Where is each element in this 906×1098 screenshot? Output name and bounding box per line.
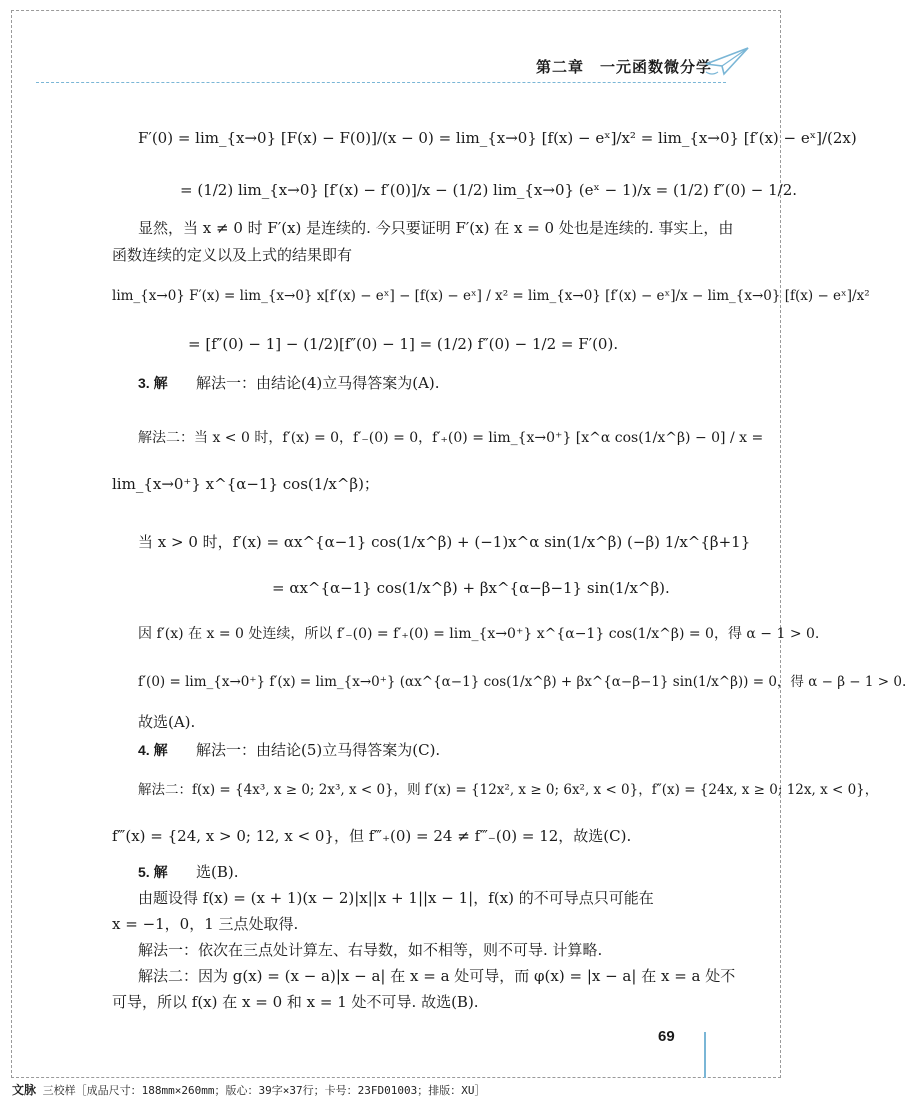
text-line: 选(B). [196,863,239,881]
text-line: 解法二：f(x) = {4x³, x ≥ 0; 2x³, x < 0}，则 f′(x) = {12x², x ≥ 0; 6x², x < 0}，f″(x) = {24x, x ≥ 0; 12x, x < 0}， [138,782,879,798]
print-footer [12,1081,485,1098]
text-line: 解法一：由结论(5)立马得答案为(C). [196,741,441,759]
text-line: = [f″(0) − 1] − (1/2)[f″(0) − 1] = (1/2) f″(0) − 1/2 = F′(0). [188,335,619,353]
text-line: 解法一：依次在三点处计算左、右导数，如不相等，则不可导. 计算略. [138,941,603,959]
text-line: 解法二：当 x < 0 时，f′(x) = 0，f′₋(0) = 0，f′₊(0) = lim_{x→0⁺} [x^α cos(1/x^β) − 0] / x = [138,430,764,446]
text-line: 显然，当 x ≠ 0 时 F′(x) 是连续的. 今只要证明 F′(x) 在 x = 0 处也是连续的. 事实上，由 [138,219,734,237]
text-line: 当 x > 0 时，f′(x) = αx^{α−1} cos(1/x^β) + (−1)x^α sin(1/x^β) (−β) 1/x^{β+1} [138,533,751,551]
margin-bar [704,1032,706,1078]
text-line: 因 f′(x) 在 x = 0 处连续，所以 f′₋(0) = f′₊(0) = lim_{x→0⁺} x^{α−1} cos(1/x^β) = 0，得 α − 1 > 0. [138,626,820,642]
text-line: f′(0) = lim_{x→0⁺} f′(x) = lim_{x→0⁺} (αx^{α−1} cos(1/x^β) + βx^{α−β−1} sin(1/x^β)) = 0，得 α − β − 1 > 0. [138,674,906,690]
text-line: lim_{x→0⁺} x^{α−1} cos(1/x^β)； [112,475,379,493]
text-line: F′(0) = lim_{x→0} [F(x) − F(0)]/(x − 0) = lim_{x→0} [f(x) − eˣ]/x² = lim_{x→0} [f′(x) − eˣ]/(2x) [138,129,857,147]
text-line: 解法一：由结论(4)立马得答案为(A). [196,374,440,392]
footer-info: 三校样［成品尺寸：188mm×260mm；版心：39字×37行；卡号：23FD01003；排版：XU］ [42,1084,486,1097]
text-line: lim_{x→0} F′(x) = lim_{x→0} x[f′(x) − eˣ] − [f(x) − eˣ] / x² = lim_{x→0} [f′(x) − eˣ]/x − lim_{x→0} [f(x) − eˣ]/x² [112,288,870,304]
text-line: = αx^{α−1} cos(1/x^β) + βx^{α−β−1} sin(1/x^β). [272,579,670,597]
text-line: 解法二：因为 g(x) = (x − a)|x − a| 在 x = a 处可导，而 φ(x) = |x − a| 在 x = a 处不 [138,967,736,985]
text-line: 函数连续的定义以及上式的结果即有 [112,246,353,264]
text-line: = (1/2) lim_{x→0} [f′(x) − f′(0)]/x − (1/2) lim_{x→0} (eˣ − 1)/x = (1/2) f″(0) − 1/2. [180,181,798,199]
chapter-header: 第二章 一元函数微分学 [535,59,712,76]
text-line: 可导，所以 f(x) 在 x = 0 和 x = 1 处不可导. 故选(B). [112,993,479,1011]
text-line: 故选(A). [138,713,196,731]
text-line: 由题设得 f(x) = (x + 1)(x − 2)|x||x + 1||x − 1|，f(x) 的不可导点只可能在 [138,889,654,907]
text-line: x = −1，0，1 三点处取得. [112,915,299,933]
footer-brand: 文脉 [12,1083,37,1097]
section-heading: 4. 解 [138,742,168,758]
text-line: f‴(x) = {24, x > 0; 12, x < 0}，但 f‴₊(0) = 24 ≠ f‴₋(0) = 12，故选(C). [112,827,632,845]
section-heading: 3. 解 [138,375,168,391]
page-number: 69 [658,1028,675,1045]
section-heading: 5. 解 [138,864,168,880]
